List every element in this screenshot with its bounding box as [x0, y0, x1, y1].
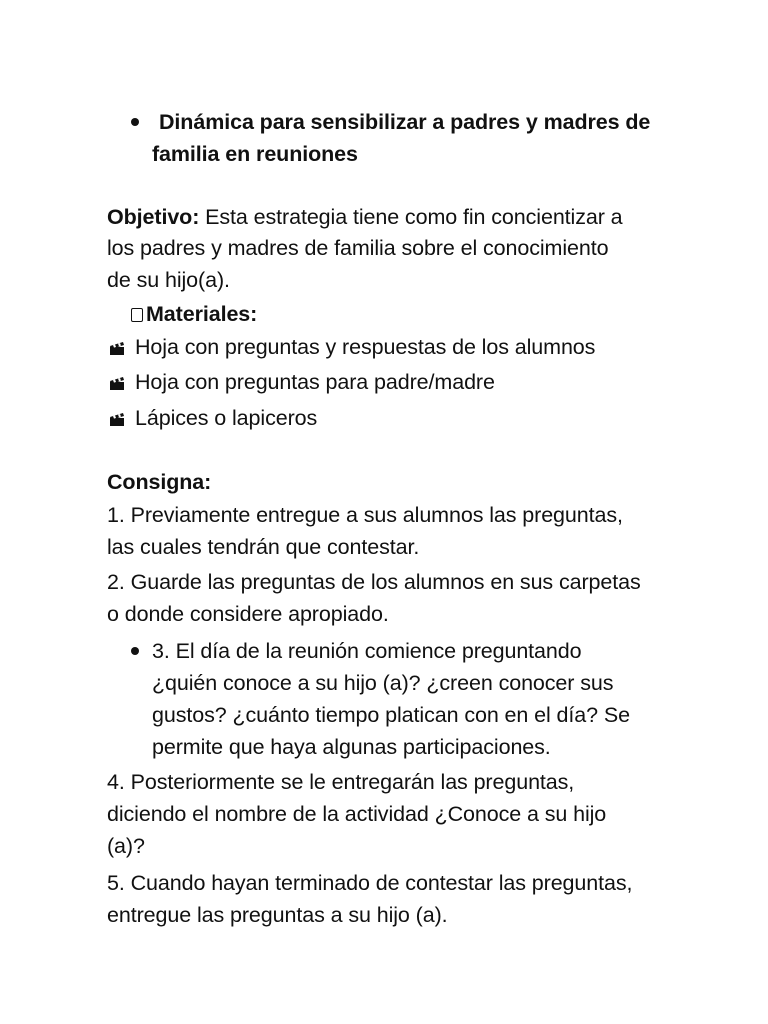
objective-paragraph-line-1 [107, 201, 623, 233]
step-3-line-4: permite que haya algunas participaciones. [152, 735, 551, 759]
clapperboard-icon [109, 340, 125, 356]
step-3-line-2: ¿quién conoce a su hijo (a)? ¿creen conocer sus [152, 671, 614, 695]
materials-label: Materiales: [146, 302, 258, 326]
heading-line-2: familia en reuniones [152, 142, 358, 166]
step-3-line-3: gustos? ¿cuánto tiempo platican con en el día? Se [152, 703, 630, 727]
heading-line-1: Dinámica para sensibilizar a padres y madres de [159, 110, 651, 134]
step-4-line-2: diciendo el nombre de la actividad ¿Conoce a su hijo [107, 802, 607, 826]
objective-text-1: Esta estrategia tiene como fin concientizar a [199, 205, 623, 229]
material-item-3: Lápices o lapiceros [135, 406, 318, 430]
step-1-line-2: las cuales tendrán que contestar. [107, 535, 420, 559]
material-item-2: Hoja con preguntas para padre/madre [135, 370, 495, 394]
step-2-line-1: 2. Guarde las preguntas de los alumnos en sus carpetas [107, 570, 641, 594]
step-4-line-1: 4. Posteriormente se le entregarán las preguntas, [107, 770, 575, 794]
objective-label: Objetivo: [107, 205, 200, 229]
step-1-line-1: 1. Previamente entregue a sus alumnos las preguntas, [107, 503, 623, 527]
heading-bullet [131, 118, 139, 126]
materials-heading [131, 298, 257, 330]
objective-text-2: los padres y madres de familia sobre el conocimiento [107, 236, 609, 260]
step-4-line-3: (a)? [107, 834, 145, 858]
step-5-line-1: 5. Cuando hayan terminado de contestar las preguntas, [107, 871, 633, 895]
clapperboard-icon [109, 411, 125, 427]
step-3-bullet [131, 647, 139, 655]
material-item-1: Hoja con preguntas y respuestas de los alumnos [135, 335, 596, 359]
step-5-line-2: entregue las preguntas a su hijo (a). [107, 903, 448, 927]
clapperboard-icon [109, 375, 125, 391]
step-3-line-1: 3. El día de la reunión comience preguntando [152, 639, 582, 663]
objective-text-3: de su hijo(a). [107, 268, 230, 292]
checkbox-icon [131, 308, 143, 322]
instructions-label: Consigna: [107, 470, 212, 494]
step-2-line-2: o donde considere apropiado. [107, 602, 389, 626]
